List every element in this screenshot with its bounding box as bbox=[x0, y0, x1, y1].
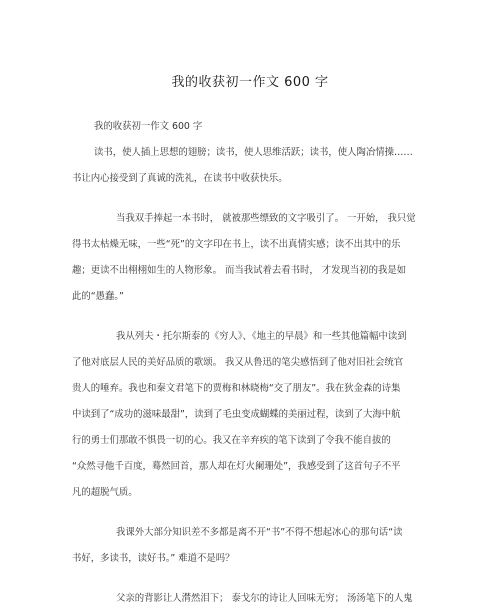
document-title: 我的收获初一作文 600 字 bbox=[171, 75, 329, 90]
paragraph-gap bbox=[72, 506, 412, 520]
text-line: 凡的超脱气质。 bbox=[72, 487, 138, 498]
text-line: 贵人的唾弃。我也和秦文君笔下的贾梅和林晓梅“交了朋友”。我在狄金森的诗集 bbox=[72, 383, 401, 394]
text-line: 了他对底层人民的美好品质的歌颂。 我又从鲁迅的笔尖感悟到了他对旧社会统官 bbox=[72, 357, 404, 368]
text-line: 中读到了“成功的滋味最甜”，读到了毛虫变成蝴蝶的美丽过程，读到了大海中航 bbox=[72, 409, 401, 420]
text-line: 当我双手捧起一本书时， 就被那些缥致的文字吸引了。 一开始， 我只觉 bbox=[116, 213, 416, 224]
text-line: “众然寻他千百度，蓦然回首，那人却在灯火阑珊处”，我感受到了这首句子不平 bbox=[72, 461, 401, 472]
text-line: 此的“愚蠢。” bbox=[72, 291, 124, 302]
text-line: 我课外大部分知识差不多都是离不开“书”不得不想起冰心的那句话“读 bbox=[116, 527, 403, 538]
text-line: 我从列夫・托尔斯泰的《穷人》、《地主的早晨》和一些其他篇幅中读到 bbox=[116, 331, 407, 342]
document-body bbox=[72, 114, 416, 612]
text-line: 我的收获初一作文 600 字 bbox=[94, 121, 203, 132]
text-line: 得书太枯燥无味，一些“死”的文字印在书上，读不出真情实感；读不出其中的乐 bbox=[72, 239, 401, 250]
text-line: 读书，使人插上思想的翅膀；读书，使人思维活跃；读书，使人陶冶情操…… bbox=[94, 147, 413, 158]
paragraph-gap bbox=[72, 192, 412, 206]
paragraph-gap bbox=[72, 310, 412, 324]
text-line: 趣；更读不出栩栩如生的人物形象。 而当我试着去看书时， 才发现当初的我是如 bbox=[72, 265, 407, 276]
text-line: 父亲的背影让人潸然泪下； 泰戈尔的诗让人回味无穷； 汤汤笔下的人鬼 bbox=[116, 593, 413, 604]
paragraph-gap bbox=[72, 572, 412, 586]
text-line: 行的勇士们那敢不惧畏一切的心。我又在辛弃疾的笔下读到了令我不能自拔的 bbox=[72, 435, 391, 446]
text-line: 书让内心接受到了真诚的洗礼，在读书中收获快乐。 bbox=[72, 173, 288, 184]
text-line: 书好，多读书，读好书。” 难道不是吗？ bbox=[72, 553, 235, 564]
